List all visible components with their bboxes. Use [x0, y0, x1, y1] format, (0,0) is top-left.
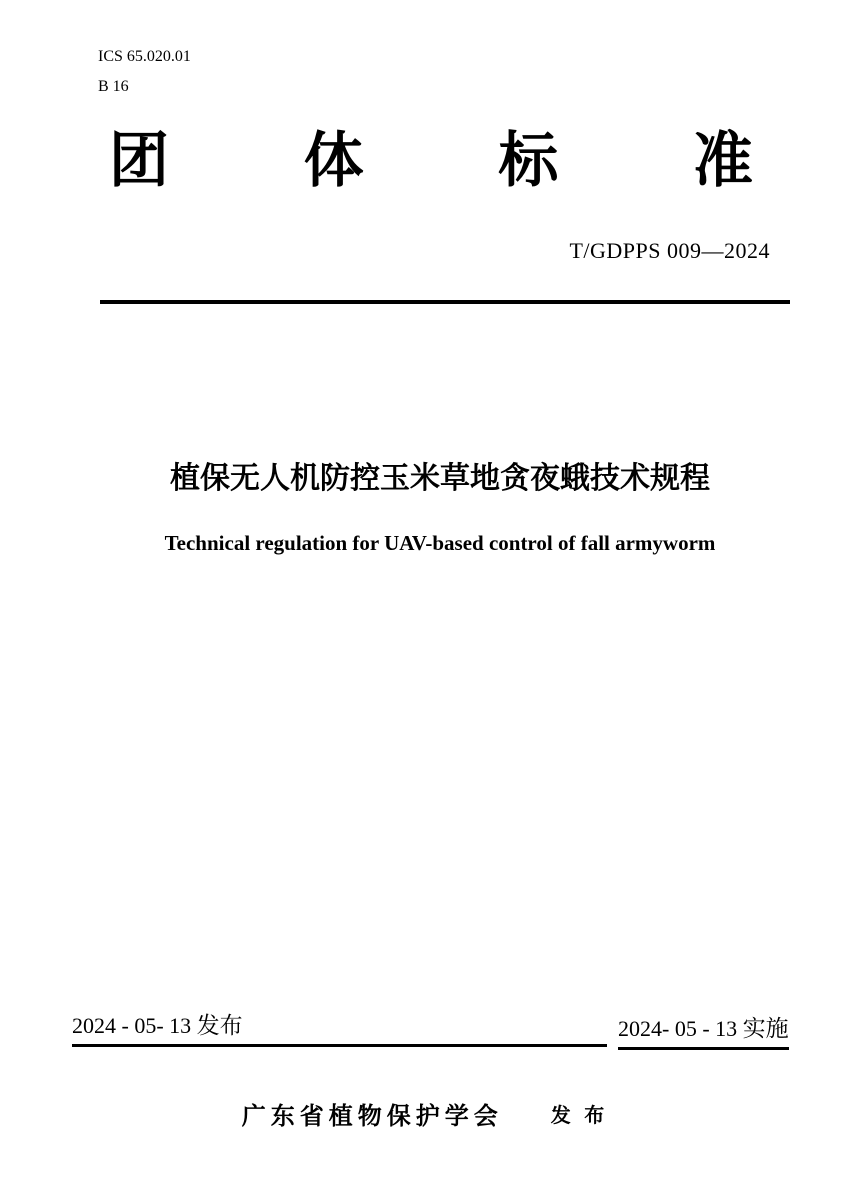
standard-type-char: 体	[303, 127, 364, 194]
document-title-zh: 植保无人机防控玉米草地贪夜蛾技术规程	[170, 462, 710, 495]
standard-type-title	[109, 126, 753, 195]
issue-date: 2024 - 05- 13	[72, 1013, 197, 1038]
publisher-row	[0, 1096, 850, 1131]
issue-date-line	[72, 1007, 607, 1047]
implement-date-label: 实施	[742, 1015, 789, 1041]
standard-type-char: 准	[692, 127, 753, 194]
implement-date-line	[618, 1010, 789, 1050]
publish-label: 发 布	[550, 1105, 609, 1127]
issue-date-label: 发布	[196, 1012, 243, 1038]
document-title-en: Technical regulation for UAV-based control of fall armyworm	[164, 531, 716, 555]
publisher-name: 广东省植物保护学会	[241, 1103, 503, 1130]
standard-number: T/GDPPS 009—2024	[569, 238, 770, 263]
standard-type-char: 团	[109, 127, 169, 194]
header-divider-rule	[100, 300, 790, 304]
classification-code: B 16	[98, 78, 129, 95]
standard-type-char: 标	[498, 127, 559, 194]
ics-code: ICS 65.020.01	[98, 48, 191, 65]
implement-date: 2024- 05 - 13	[618, 1016, 743, 1041]
ics-block	[98, 42, 191, 102]
